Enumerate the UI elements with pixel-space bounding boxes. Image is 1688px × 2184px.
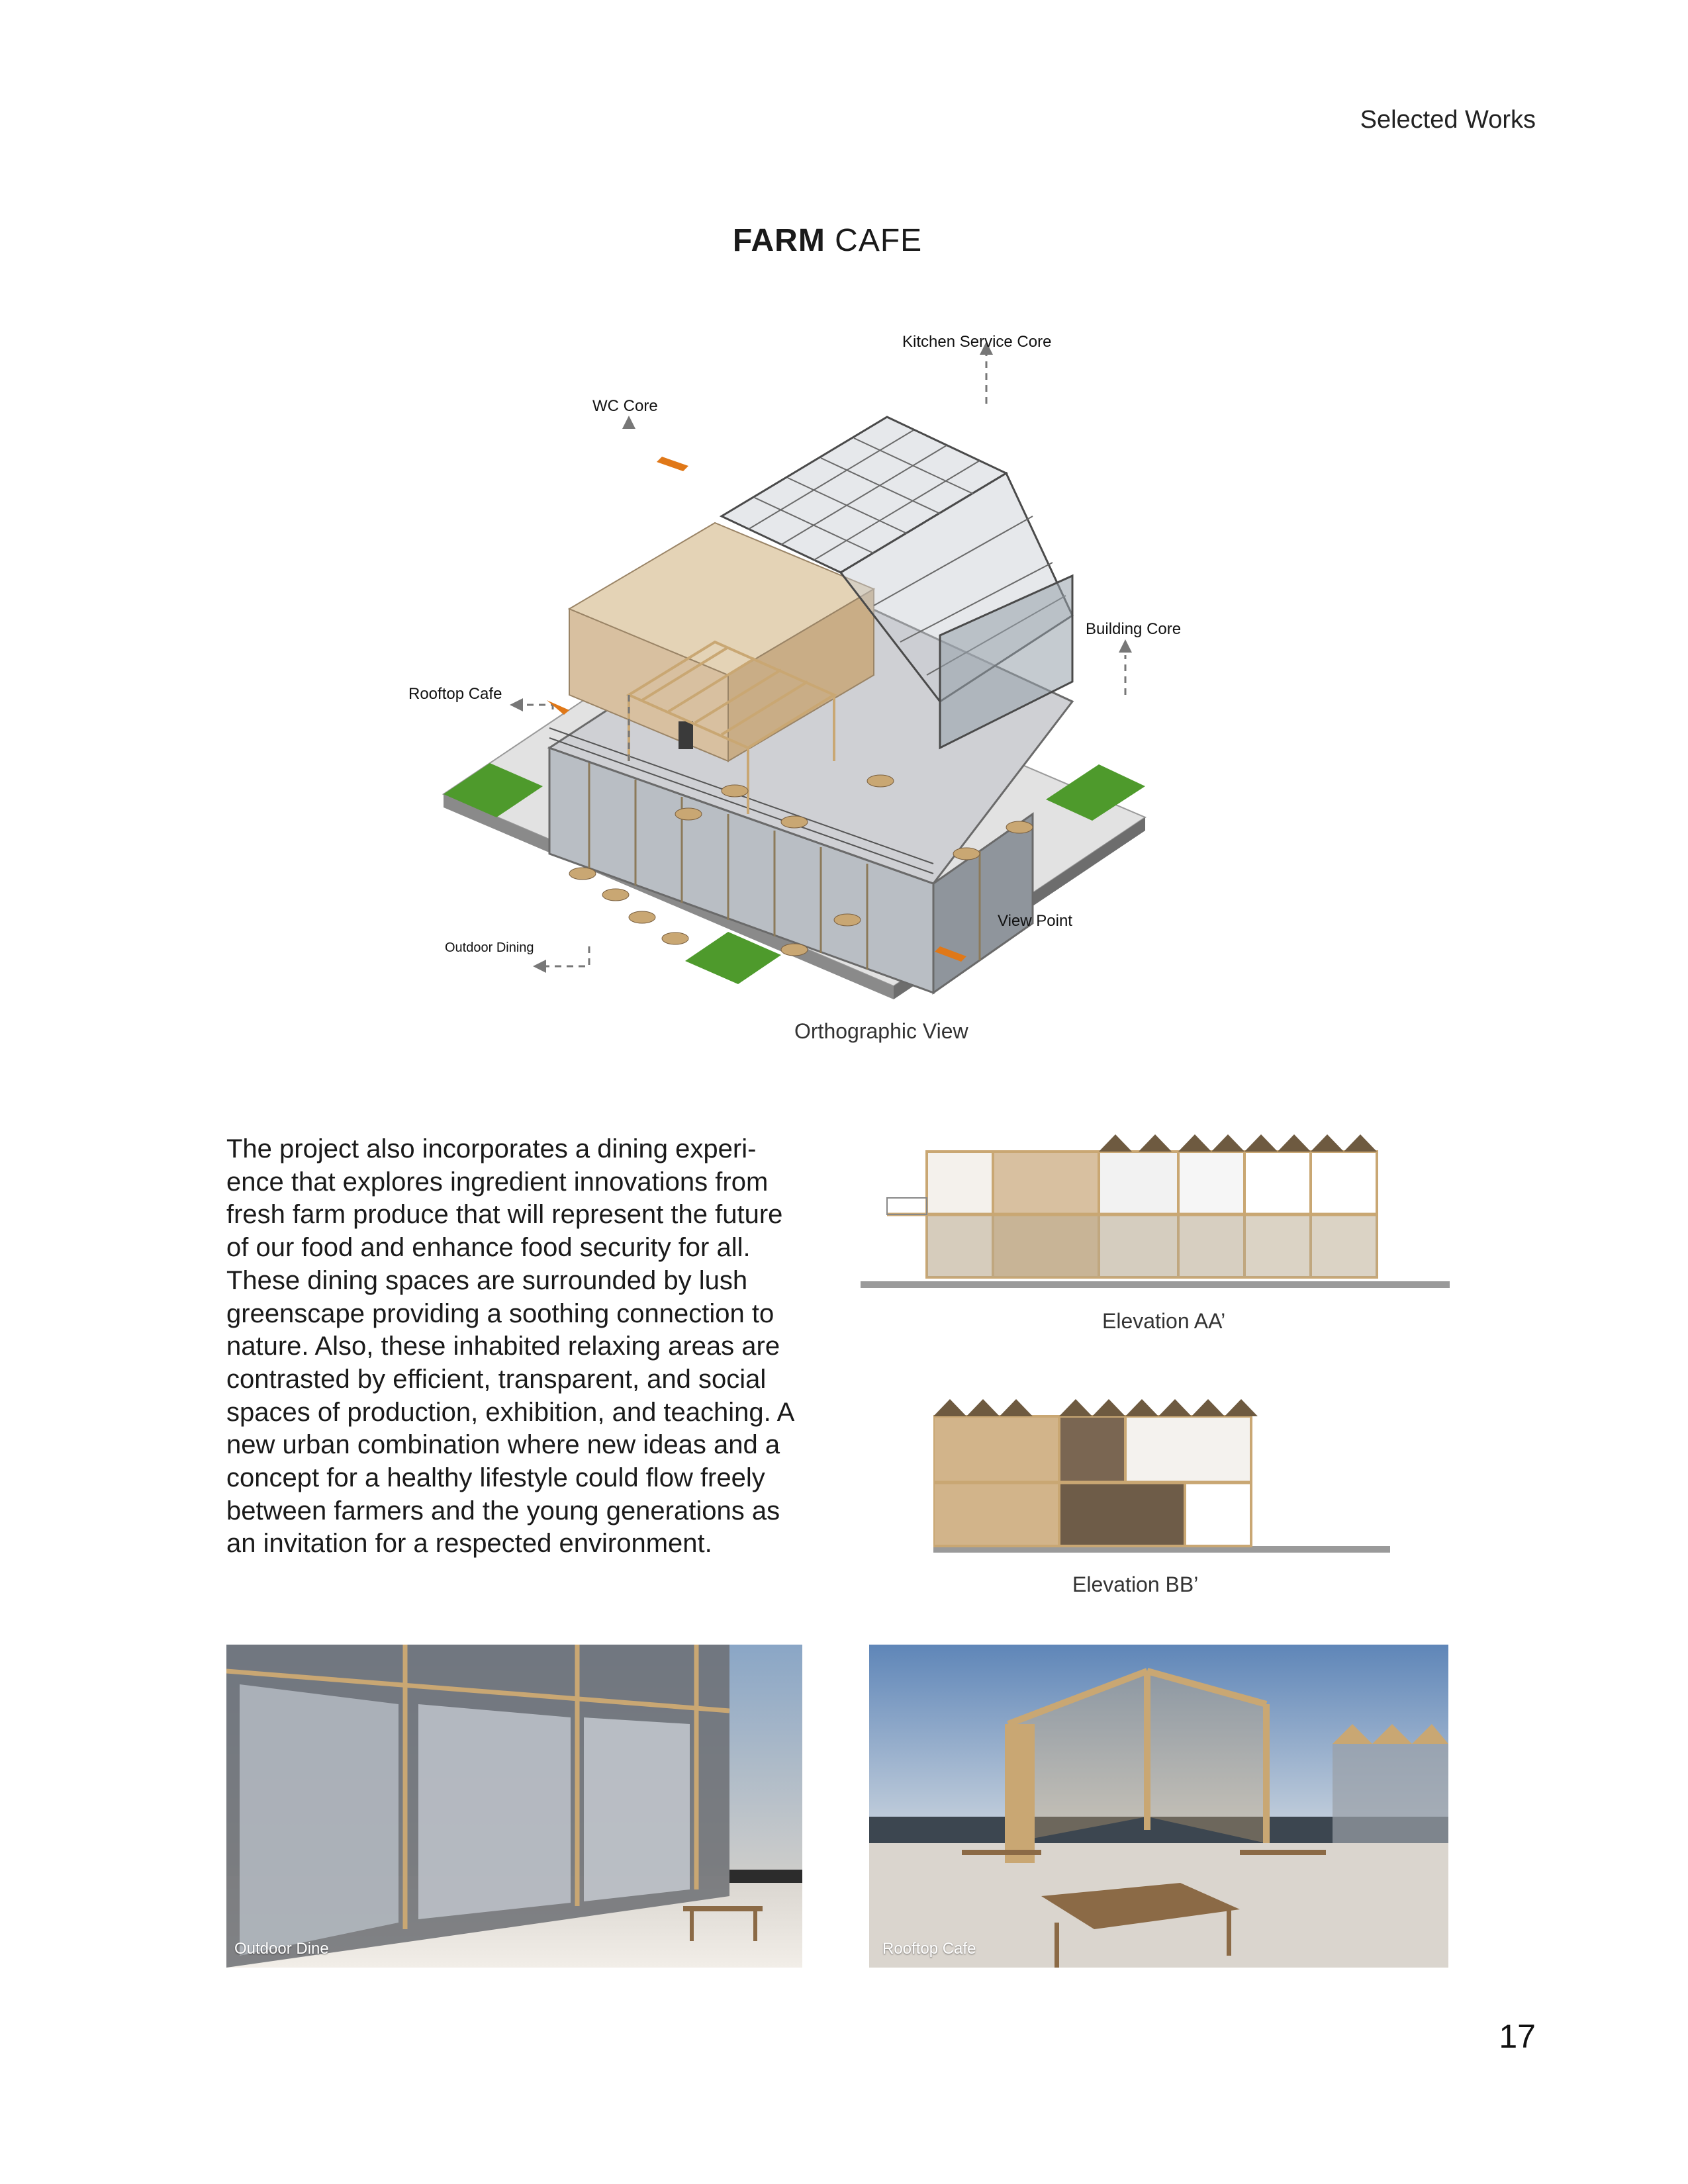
photo-caption-rooftop: Rooftop Cafe	[882, 1940, 976, 1958]
orthographic-caption: Orthographic View	[794, 1019, 968, 1043]
label-kitchen-core: Kitchen Service Core	[902, 333, 1052, 351]
label-building-core: Building Core	[1086, 620, 1182, 638]
label-outdoor-dining: Outdoor Dining	[445, 940, 534, 955]
project-description: The project also incorporates a dining experi- ence that explores ingredient innovations from fresh farm produce that will represent the future of our food and enhance food security for all. These dining spaces are surrounded by lush greenscape providing a soothing connection to nature. Also, these inhabited relaxing areas are contrasted by efficient, transparent, and social spaces of production, exhibition, and teaching. A new urban combination where new ideas and a concept for a healthy lifestyle could flow freely between farmers and the young generations as an invitation for a respected environment.	[226, 1134, 794, 1559]
elevation-bb-drawing	[933, 1390, 1390, 1562]
elevation-aa-drawing	[861, 1125, 1450, 1297]
elevation-aa-caption: Elevation AA’	[1102, 1309, 1226, 1333]
running-header: Selected Works	[1360, 106, 1536, 134]
label-view-point: View Point	[998, 912, 1072, 930]
orthographic-diagram	[410, 324, 1205, 1032]
elevation-bb-caption: Elevation BB’	[1072, 1572, 1199, 1596]
title-bold: FARM	[732, 223, 825, 258]
label-rooftop-cafe: Rooftop Cafe	[408, 685, 502, 703]
render-rooftop-cafe	[869, 1645, 1448, 1968]
render-outdoor-dine	[226, 1645, 802, 1968]
photo-caption-outdoor: Outdoor Dine	[234, 1940, 329, 1958]
page-title	[0, 222, 1655, 259]
label-wc-core: WC Core	[592, 397, 658, 415]
page-number: 17	[1499, 2018, 1536, 2055]
axonometric-drawing	[410, 324, 1205, 1032]
title-rest: CAFE	[825, 223, 923, 258]
